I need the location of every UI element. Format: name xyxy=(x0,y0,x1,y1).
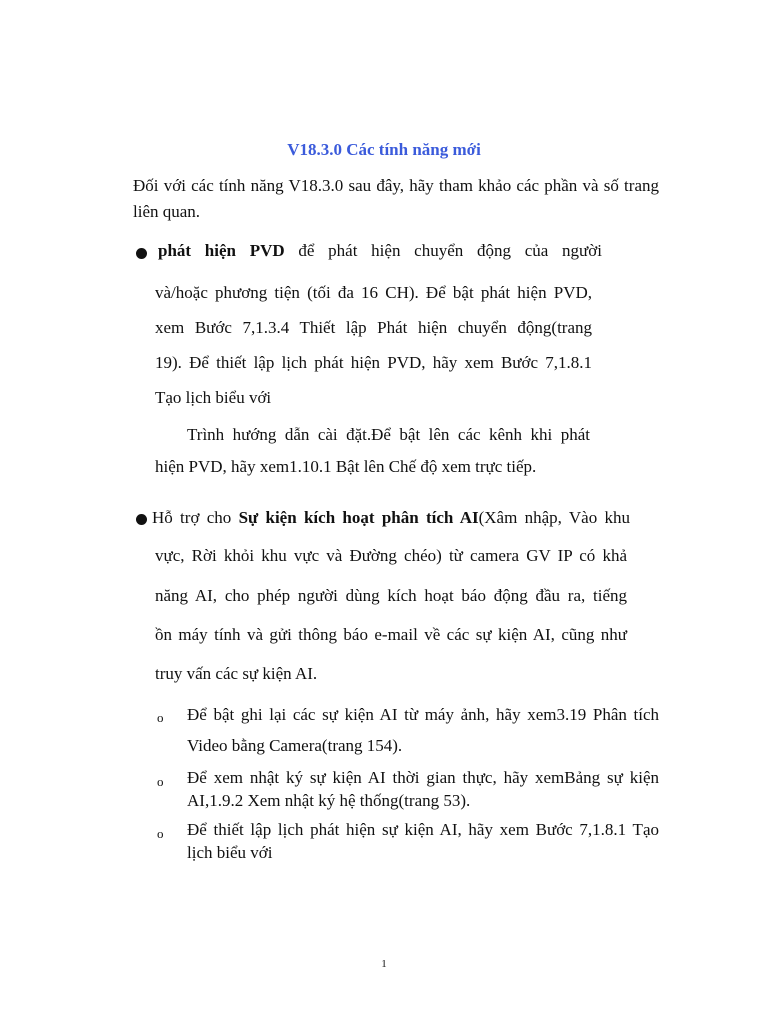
bullet1-line3: xem Bước 7,1.3.4 Thiết lập Phát hiện chuyển động(trang xyxy=(155,318,592,337)
bullet-dot-icon xyxy=(136,514,147,525)
bullet1-line1 xyxy=(158,241,602,261)
sub-item-3-line2: lịch biểu với xyxy=(187,843,273,862)
bullet2-pre: Hỗ trợ cho xyxy=(152,508,239,527)
intro-paragraph: Đối với các tính năng V18.3.0 sau đây, hãy tham khảo các phần và số trang liên quan. xyxy=(133,176,659,221)
bullet2-bold: Sự kiện kích hoạt phân tích AI xyxy=(238,508,479,527)
bullet1-line7: hiện PVD, hãy xem1.10.1 Bật lên Chế độ xem trực tiếp. xyxy=(155,457,537,476)
bullet2-line1-rest: (Xâm nhập, Vào khu xyxy=(478,508,630,527)
sub-item-1-line1: Để bật ghi lại các sự kiện AI từ máy ảnh, hãy xem3.19 Phân tích xyxy=(187,705,659,724)
sub-bullet-marker: o xyxy=(157,774,164,789)
bullet-dot-icon xyxy=(136,248,147,259)
sub-item-1-line2: Video bằng Camera(trang 154). xyxy=(187,736,403,755)
section-title: V18.3.0 Các tính năng mới xyxy=(287,140,481,159)
page-number: 1 xyxy=(381,958,387,970)
bullet2-line3: năng AI, cho phép người dùng kích hoạt báo động đầu ra, tiếng xyxy=(155,586,627,605)
bullet2-line1 xyxy=(152,508,630,528)
bullet2-line4: ồn máy tính và gửi thông báo e-mail về các sự kiện AI, cũng như xyxy=(155,625,627,644)
bullet1-line4: 19). Để thiết lập lịch phát hiện PVD, hãy xem Bước 7,1.8.1 xyxy=(155,353,592,372)
bullet1-line2: và/hoặc phương tiện (tối đa 16 CH). Để bật phát hiện PVD, xyxy=(155,283,592,302)
sub-item-2-line2: AI,1.9.2 Xem nhật ký hệ thống(trang 53). xyxy=(187,791,471,810)
bullet1-line6: Trình hướng dẫn cài đặt.Để bật lên các kênh khi phát xyxy=(187,425,590,444)
sub-item-2-line1: Để xem nhật ký sự kiện AI thời gian thực, hãy xemBảng sự kiện xyxy=(187,768,659,787)
bullet1-line5: Tạo lịch biểu với xyxy=(155,388,272,407)
bullet2-line5: truy vấn các sự kiện AI. xyxy=(155,664,318,683)
sub-item-3-line1: Để thiết lập lịch phát hiện sự kiện AI, hãy xem Bước 7,1.8.1 Tạo xyxy=(187,820,659,839)
bullet1-bold: phát hiện PVD xyxy=(158,241,285,260)
bullet1-line1-rest: để phát hiện chuyển động của người xyxy=(284,241,602,260)
bullet2-line2: vực, Rời khỏi khu vực và Đường chéo) từ camera GV IP có khả xyxy=(155,546,627,565)
sub-bullet-marker: o xyxy=(157,826,164,841)
sub-bullet-marker: o xyxy=(157,710,164,725)
